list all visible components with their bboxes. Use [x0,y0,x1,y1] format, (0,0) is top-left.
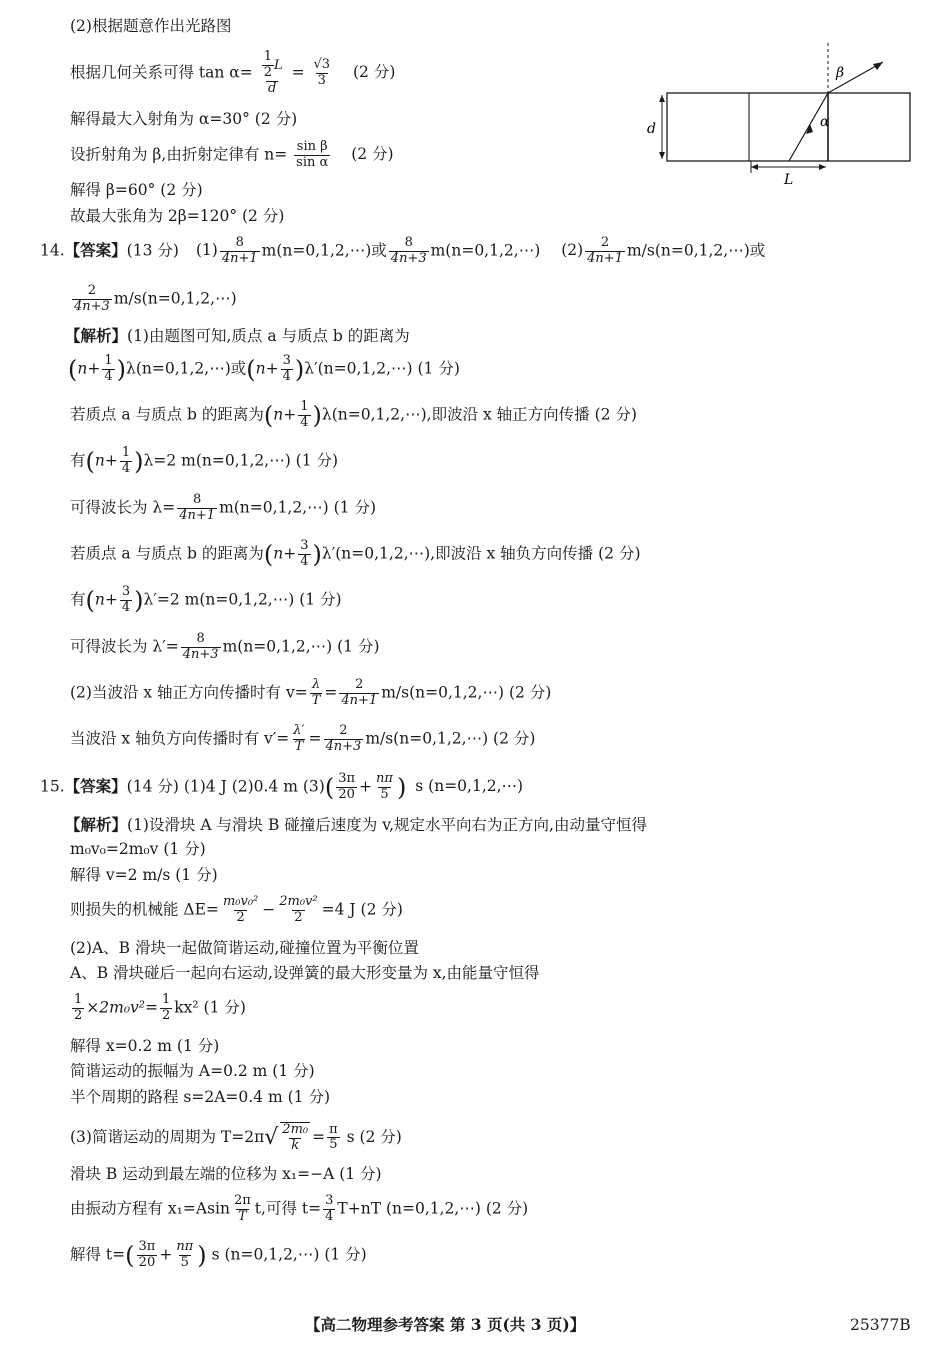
den: 4n+1 [587,250,623,266]
q14-analysis-line-5 [70,493,376,524]
analysis-tag: 【解析】 [65,815,128,834]
q15-analysis-line-10: 半个周期的路程 s=2A=0.4 m (1 分) [70,1088,330,1106]
n-plus: n+ [255,359,279,378]
num: nπ [176,1239,194,1254]
num: 2m₀v² [279,894,318,909]
three-quarter [298,539,310,570]
num: 3 [282,353,291,368]
den: 5 [180,1254,189,1270]
unit: m/s(n=0,1,2,⋯)或 [626,241,766,260]
text: m(n=0,1,2,⋯) (1 分) [222,637,380,656]
quarter [120,446,132,477]
text: 可得波长为 λ= [70,498,176,517]
ans-frac-1 [220,236,260,267]
text: t,可得 t= [254,1199,322,1218]
q15-analysis-line-13 [70,1194,528,1225]
frac [336,772,357,803]
frac [327,1123,340,1154]
half [160,993,172,1024]
num: 8 [404,235,413,250]
text: 可得波长为 λ′= [70,637,179,656]
q15-analysis-line-2: m₀v₀=2m₀v (1 分) [70,840,206,858]
d-label: d [647,121,656,137]
sin-alpha: sin α [296,154,329,170]
num: 1 [74,992,83,1007]
den: 2 [236,909,245,925]
eq: = [308,729,322,748]
unit: m(n=0,1,2,⋯) [261,241,372,260]
sqrt-frac [280,1122,310,1154]
den: 4n+3 [390,250,427,266]
q14-analysis-line-4: 有(n+ $\frac{1}{4}$ )λ=2 m(n=0,1,2,⋯) (1 分) [70,445,339,476]
den: 4n+1 [341,692,378,708]
score: (13 分) [126,241,179,260]
den: 4 [300,414,309,430]
text: s (2 分) [346,1127,402,1146]
score: (2 分) [353,63,396,82]
quarter [102,354,114,385]
half-den: 2 [263,64,272,80]
num: m₀v₀² [222,894,259,909]
frac [374,772,395,803]
half [72,993,84,1024]
num: λ′ [293,723,305,738]
text: ×2m₀v²= [86,998,158,1017]
q15-analysis-line-3: 解得 v=2 m/s (1 分) [70,866,218,884]
ans-frac-2 [389,236,429,267]
q14-analysis-line-9 [70,678,551,709]
q15-analysis-line-4 [70,895,403,926]
sqrt-sign: √ [264,1124,279,1150]
q14-analysis-line-3: 若质点 a 与质点 b 的距离为(n+ $\frac{1}{4}$ )λ(n=0,1,2,⋯),即波沿 x 轴正方向传播 (2 分) [70,399,637,430]
den: 4 [325,1208,334,1224]
q13-tan-text: 根据几何关系可得 tan α= [70,63,253,82]
quarter [298,400,310,431]
text: kx² (1 分) [174,998,246,1017]
num: 2 [355,677,364,692]
q14-analysis-line-7: 有(n+ $\frac{3}{4}$ )λ′=2 m(n=0,1,2,⋯) (1 分) [70,584,342,615]
den: 20 [338,786,355,802]
sin-beta: sin β [296,139,328,154]
light-path-diagram [640,40,920,190]
den: 4 [104,368,113,384]
num: 8 [196,631,205,646]
q14-answer-line-1 [40,236,765,267]
snell-fraction [294,140,330,171]
three-quarter [120,585,132,616]
L-arrow-right [819,164,826,170]
n-plus: n+ [77,359,101,378]
text: (1)设滑块 A 与滑块 B 碰撞后速度为 v,规定水平向右为正方向,由动量守恒得 [127,816,647,834]
text: 当波沿 x 轴负方向传播时有 v′= [70,729,290,748]
L-var: L [273,57,283,73]
n-plus: n+ [94,590,118,609]
text: 解得 t= [70,1245,126,1264]
answer-tag: 【答案】 [64,776,127,796]
num: λ [311,677,321,692]
q15-analysis-line-7 [70,993,246,1024]
ray-arrow [873,62,883,70]
plus: + [159,1245,173,1264]
den: 2 [74,1007,83,1023]
text: m(n=0,1,2,⋯) (1 分) [219,498,377,517]
text: λ(n=0,1,2,⋯)或 [126,359,247,378]
text: 若质点 a 与质点 b 的距离为 [70,544,264,563]
n-plus: n+ [273,405,297,424]
part-1: (1) [195,241,218,260]
q14-answer-line-2 [70,284,237,315]
num: 2m₀ [282,1122,309,1137]
num: 3π [338,771,356,786]
frac [232,1194,253,1225]
ans-frac-3 [585,236,625,267]
ans-frac-4 [72,284,112,315]
den: T [311,692,321,708]
q13-line-1: (2)根据题意作出光路图 [70,17,232,35]
frac [221,895,260,926]
q15-answer-line: 15.【答案】(14 分) (1)4 J (2)0.4 m (3)( $\frac{3\pi}{20}$ + $\frac{n\pi}{5}$ ) s (n=0,1,2,⋯) [40,771,524,802]
den: 4 [121,599,131,615]
lambdap-over-T [291,724,306,755]
den: 4 [121,460,131,476]
den: T [294,738,304,754]
q14-analysis-line-2: (n+ $\frac{1}{4}$ )λ(n=0,1,2,⋯)或(n+ $\frac{3}{4}$ )λ′(n=0,1,2,⋯) (1 分) [68,353,460,384]
minus: − [262,900,276,919]
q14-number: 14. [40,241,65,260]
frac [323,1194,335,1225]
text: λ′(n=0,1,2,⋯) (1 分) [304,359,460,378]
text: T+nT (n=0,1,2,⋯) (2 分) [337,1199,529,1218]
beta-label: β [836,65,845,81]
frac [181,632,221,663]
num: 3 [300,538,309,553]
q13-line-2 [70,50,395,97]
eq: = [312,1127,326,1146]
eq: = [324,683,338,702]
alpha-label: α [820,114,830,130]
unit: m/s(n=0,1,2,⋯) [113,289,237,308]
d-var: d [268,80,277,96]
L-arrow-left [751,164,758,170]
q15-number: 15. [40,777,65,796]
d-arrow-top [659,95,665,102]
three-quarter [281,354,293,385]
den: 5 [329,1137,338,1153]
q15-analysis-line-11 [70,1122,402,1154]
sqrt3-over-3 [312,58,333,89]
den: 4 [282,368,291,384]
q13-line-4 [70,140,394,171]
q13-tan-fraction [260,50,285,97]
q15-analysis-line-12: 滑块 B 运动到最左端的位移为 x₁=−A (1 分) [70,1165,382,1183]
q15-analysis-line-6: A、B 滑块碰后一起向右运动,设弹簧的最大形变量为 x,由能量守恒得 [70,964,540,982]
den: 4n+3 [325,738,362,754]
num: 1 [162,992,171,1007]
den: 4n+1 [179,507,216,523]
den: 4n+3 [74,298,110,314]
text: (1)由题图可知,质点 a 与质点 b 的距离为 [127,327,410,345]
den: 5 [380,786,389,802]
plus: + [359,777,373,796]
sqrt3: √3 [313,56,331,72]
text: (14 分) (1)4 J (2)0.4 m (3) [126,777,325,796]
lambda-over-T [310,678,323,709]
num: 8 [193,492,202,507]
text: 由振动方程有 x₁=Asin [70,1199,230,1218]
num: 2 [600,235,610,250]
text: 有 [70,590,86,609]
q13-line-6: 故最大张角为 2β=120° (2 分) [70,207,285,225]
text: 有 [70,451,86,470]
num: 2π [233,1193,251,1208]
den: 4 [300,553,309,569]
eq-sign: = [291,63,305,82]
q14-analysis-line-6: 若质点 a 与质点 b 的距离为(n+ $\frac{3}{4}$ )λ′(n=0,1,2,⋯),即波沿 x 轴负方向传播 (2 分) [70,538,641,569]
text: s (n=0,1,2,⋯) (1 分) [211,1245,367,1264]
n-plus: n+ [94,451,118,470]
num: 2 [87,283,97,298]
den: T [238,1208,247,1224]
den: 4n+1 [221,250,258,266]
frac [277,895,319,926]
frac [339,678,379,709]
q15-analysis-line-8: 解得 x=0.2 m (1 分) [70,1037,220,1055]
q15-analysis-line-1 [65,817,647,834]
text: s (n=0,1,2,⋯) [415,777,524,796]
den: k [291,1137,300,1153]
text: λ(n=0,1,2,⋯),即波沿 x 轴正方向传播 (2 分) [321,405,637,424]
page-footer: 【高二物理参考答案 第 3 页(共 3 页)】 [305,1315,586,1334]
text: m/s(n=0,1,2,⋯) (2 分) [365,729,536,748]
frac [137,1240,158,1271]
q15-analysis-line-14: 解得 t=( $\frac{3\pi}{20}$ + $\frac{n\pi}{5}$ ) s (n=0,1,2,⋯) (1 分) [70,1239,367,1270]
num: 3 [121,584,131,599]
num: 3π [138,1239,156,1254]
num: 2 [339,723,348,738]
text: λ=2 m(n=0,1,2,⋯) (1 分) [143,451,339,470]
snell-text: 设折射角为 β,由折射定律有 n= [70,145,288,164]
frac [177,493,217,524]
num: π [329,1121,338,1137]
frac [324,724,364,755]
q14-analysis-line-8 [70,632,380,663]
den: 2 [162,1007,171,1023]
num: nπ [376,771,393,786]
text: (3)简谐运动的周期为 T=2π [70,1127,265,1146]
frac [174,1240,195,1271]
n-plus: n+ [273,544,297,563]
text: 若质点 a 与质点 b 的距离为 [70,405,264,424]
text: =4 J (2 分) [321,900,403,919]
part-2: (2) [561,241,584,260]
num: 1 [104,353,113,368]
three: 3 [317,72,326,88]
answer-tag: 【答案】 [64,240,127,260]
glass-block [667,93,910,161]
q13-line-5: 解得 β=60° (2 分) [70,181,203,199]
den: 4n+3 [182,646,219,662]
num: 8 [235,235,244,250]
q15-analysis-line-5: (2)A、B 滑块一起做简谐运动,碰撞位置为平衡位置 [70,939,419,957]
q13-line-3: 解得最大入射角为 α=30° (2 分) [70,110,298,128]
num: 1 [121,445,131,460]
doc-code: 25377B [850,1316,911,1334]
den: 2 [294,909,303,925]
or: 或 [371,241,387,260]
text: m/s(n=0,1,2,⋯) (2 分) [381,683,552,702]
text: λ′(n=0,1,2,⋯),即波沿 x 轴负方向传播 (2 分) [321,544,641,563]
q14-analysis-line-10 [70,724,535,755]
num: 1 [300,399,309,414]
d-arrow-bottom [659,152,665,159]
q14-analysis-line-1 [65,328,410,345]
den: 20 [138,1254,156,1270]
L-label: L [784,172,794,188]
text: 则损失的机械能 ΔE= [70,900,219,919]
half-num: 1 [263,49,272,64]
unit: m(n=0,1,2,⋯) [430,241,541,260]
score: (2 分) [351,145,394,164]
text: (2)当波沿 x 轴正方向传播时有 v= [70,683,308,702]
analysis-tag: 【解析】 [65,326,128,345]
text: λ′=2 m(n=0,1,2,⋯) (1 分) [143,590,342,609]
num: 3 [325,1193,334,1208]
q15-analysis-line-9: 简谐运动的振幅为 A=0.2 m (1 分) [70,1062,315,1080]
